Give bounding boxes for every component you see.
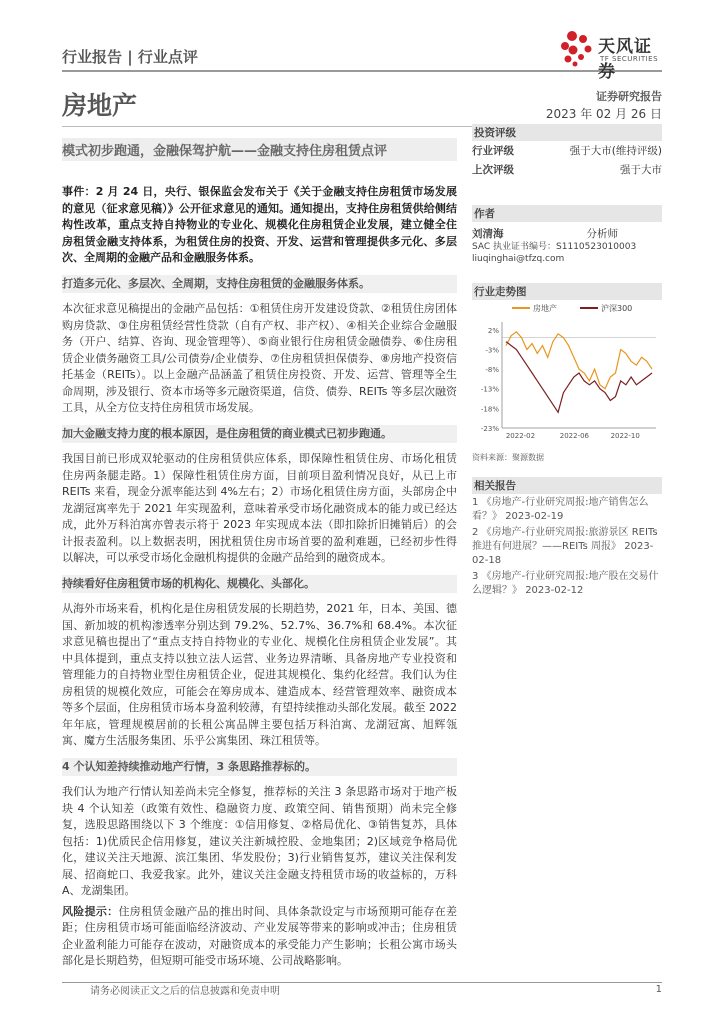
section-heading-3: 持续看好住房租赁市场的机构化、规模化、头部化。: [62, 575, 457, 594]
series-line-房地产: [506, 332, 652, 389]
related-report-title[interactable]: 1 《房地产-行业研究周报:地产销售怎么看？》: [472, 497, 649, 522]
author-header: 作者: [472, 205, 662, 222]
related-report-title[interactable]: 2 《房地产-行业研究周报:旅游景区 REITs 推进有何进展？——REITs 周报》: [472, 527, 658, 552]
related-header: 相关报告: [472, 477, 662, 494]
y-tick-label: -13%: [480, 385, 499, 394]
prev-rating-value: 强于大市: [620, 164, 662, 176]
report-headline: 模式初步跑通，金融保驾护航——金融支持住房租赁点评: [62, 138, 457, 161]
risk-label: 风险提示：: [62, 904, 119, 918]
logo: [558, 28, 668, 82]
report-category: 行业报告 | 行业点评: [62, 48, 198, 66]
x-tick-label: 2022-06: [559, 432, 590, 440]
related-report-date: 2023-02-19: [505, 511, 564, 522]
section-heading-4: 4 个认知差持续推动地产行情，3 条思路推荐标的。: [62, 758, 457, 777]
author-row: [472, 226, 662, 241]
prev-rating-row: [472, 160, 662, 179]
report-date: 2023 年 02 月 26 日: [545, 107, 662, 121]
logo-english: TF SECURITIES: [600, 55, 659, 63]
trend-chart-svg: [472, 300, 662, 450]
related-report-title[interactable]: 3 《房地产-行业研究周报:地产股在交易什么逻辑？》: [472, 571, 659, 596]
author-name: 刘清海: [472, 228, 504, 240]
sidebar: [472, 124, 662, 598]
event-paragraph: 事件：2 月 24 日，央行、银保监会发布关于《关于金融支持住房租赁市场发展的意见（征求意见稿）》公开征求意见的通知。通知提出，支持住房租赁供给侧结构性改革，重点支持自持物业的专业化、规模化住房租赁企业发展，建立健全住房租赁金融支持体系，为租赁住房的投资、开发、运营和管理提供多元化、多层次、全周期的金融产品和金融服务体系。: [62, 185, 457, 264]
author-sac: SAC 执业证书编号：S1110523010003: [472, 242, 637, 252]
related-list: [472, 496, 662, 598]
industry-rating-value: 强于大市(维持评级): [569, 145, 662, 157]
x-tick-label: 2022-02: [505, 432, 536, 440]
header-divider: [62, 70, 662, 72]
prev-rating-label: 上次评级: [472, 164, 514, 176]
series-line-沪深300: [506, 342, 652, 413]
rating-header: 投资评级: [472, 124, 662, 141]
related-report-item[interactable]: [472, 526, 662, 568]
y-tick-label: 2%: [487, 326, 499, 335]
legend-label: 房地产: [533, 304, 557, 313]
footer-disclaimer: 请务必阅读正文之后的信息披露和免责申明: [90, 986, 280, 997]
y-tick-label: -8%: [485, 366, 499, 375]
chart-source: 资料来源：聚源数据: [472, 453, 544, 462]
main-body: [62, 184, 457, 974]
legend-label: 沪深300: [601, 304, 633, 313]
x-tick-label: 2022-10: [610, 432, 640, 440]
page-number: 1: [655, 984, 662, 995]
industry-rating-row: [472, 141, 662, 160]
risk-paragraph: [62, 904, 457, 970]
logo-icon: [558, 28, 596, 68]
related-report-date: 2023-02-18: [472, 541, 654, 566]
y-tick-label: -18%: [480, 405, 499, 414]
author-title: 分析师: [586, 228, 618, 240]
author-block: [472, 226, 662, 265]
y-tick-label: -3%: [485, 346, 499, 355]
section-heading-1: 打造多元化、多层次、全周期，支持住房租赁的金融服务体系。: [62, 275, 457, 294]
paragraph-2: 我国目前已形成双轮驱动的住房租赁供应体系，即保障性租赁住房、市场化租赁住房两条腿走路。1）保障性租赁住房方面，目前项目盈利情况良好，从已上市 REITs 来看，现金分派率能达到 4%左右；2）市场化租赁住房方面，头部房企中龙湖冠寓率先于 2021 年实现盈利，意味着承受市场化融资成本的能力或已经达成，此外万科泊寓亦曾表示将于 2023 年实现成本法（即扣除折旧摊销后）的会计报表盈利。以上数据表明，困扰租赁住房市场首要的盈利难题，已经初步性得以解决，可以承受市场化金融机构提供的金融产品给到的融资成本。: [62, 452, 457, 564]
related-report-item[interactable]: [472, 496, 662, 524]
paragraph-1: 本次征求意见稿提出的金融产品包括：①租赁住房开发建设贷款、②租赁住房团体购房贷款、③住房租赁经营性贷款（自有产权、非产权）、④相关企业综合金融服务（开户、结算、咨询、现金管理等）、⑤商业银行住房租赁金融债券、⑥住房租赁企业债务融资工具/公司债券/企业债券、⑦住房租赁担保债券、⑧房地产投资信托基金（REITs）。以上金融产品涵盖了租赁住房投资、开发、运营、管理等全生命周期，涉及银行、资本市场等多元融资渠道，信贷、债券、REITs 等多层次融资工具，从全方位支持住房租赁市场发展。: [62, 302, 457, 414]
report-type: 证券研究报告: [596, 90, 662, 103]
author-email[interactable]: liuqinghai@tfzq.com: [472, 254, 565, 264]
trend-chart: [472, 300, 662, 450]
paragraph-4: 我们认为地产行情认知差尚未完全修复，推荐标的关注 3 条思路市场对于地产板块 4 个认知差（政策有效性、稳融资力度、政策空间、销售预期）尚未完全修复，选股思路围绕以下 3 个维度：①信用修复、②格局优化、③销售复苏，具体包括：1)优质民企信用修复，建议关注新城控股、金地集团；2)区域竞争格局优化，建议关注天地源、滨江集团、华发股份；3)行业销售复苏，建议关注保利发展、招商蛇口、我爱我家。此外，建议关注金融支持租赁市场的收益标的，万科 A、龙湖集团。: [62, 785, 457, 897]
logo-name: 天风证券: [598, 37, 652, 82]
trend-header: 行业走势图: [472, 283, 662, 300]
risk-text: 住房租赁金融产品的推出时间、具体条款设定与市场预期可能存在差距；住房租赁市场可能面临经济波动、产业发展等带来的影响或冲击；住房租赁企业盈利能力可能存在波动，对融资成本的承受能力产生影响；长租公寓市场头部化是长期趋势，但短期可能受市场环境、公司战略影响。: [62, 904, 458, 967]
paragraph-3: 从海外市场来看，机构化是住房租赁发展的长期趋势，2021 年，日本、美国、德国、新加坡的机构渗透率分别达到 79.2%、52.7%、36.7%和 68.4%。本次征求意见稿也提出了“重点支持自持物业的专业化、规模化住房租赁企业发展”。其中具体提到，重点支持以独立法人运营、业务边界清晰、具备房地产专业投资和管理能力的自持物业型住房租赁企业，促进其规模化、集约化经营。我们认为住房租赁的规模化效应，可能会在筹房成本、建造成本、经营管理效率、融资成本等多个层面，住房租赁市场本身盈利较薄，有望持续推动头部化发展。截至 2022 年年底，管理规模居前的长租公寓品牌主要包括万科泊寓、龙湖冠寓、旭辉瓴寓、魔方生活服务集团、乐乎公寓集团、珠江租赁等。: [62, 602, 457, 747]
section-heading-2: 加大金融支持力度的根本原因，是住房租赁的商业模式已初步跑通。: [62, 425, 457, 444]
related-report-item[interactable]: [472, 570, 662, 598]
sector-title: 房地产: [62, 91, 138, 120]
related-report-date: 2023-02-12: [525, 585, 584, 596]
industry-rating-label: 行业评级: [472, 145, 514, 157]
y-tick-label: -23%: [480, 425, 499, 433]
